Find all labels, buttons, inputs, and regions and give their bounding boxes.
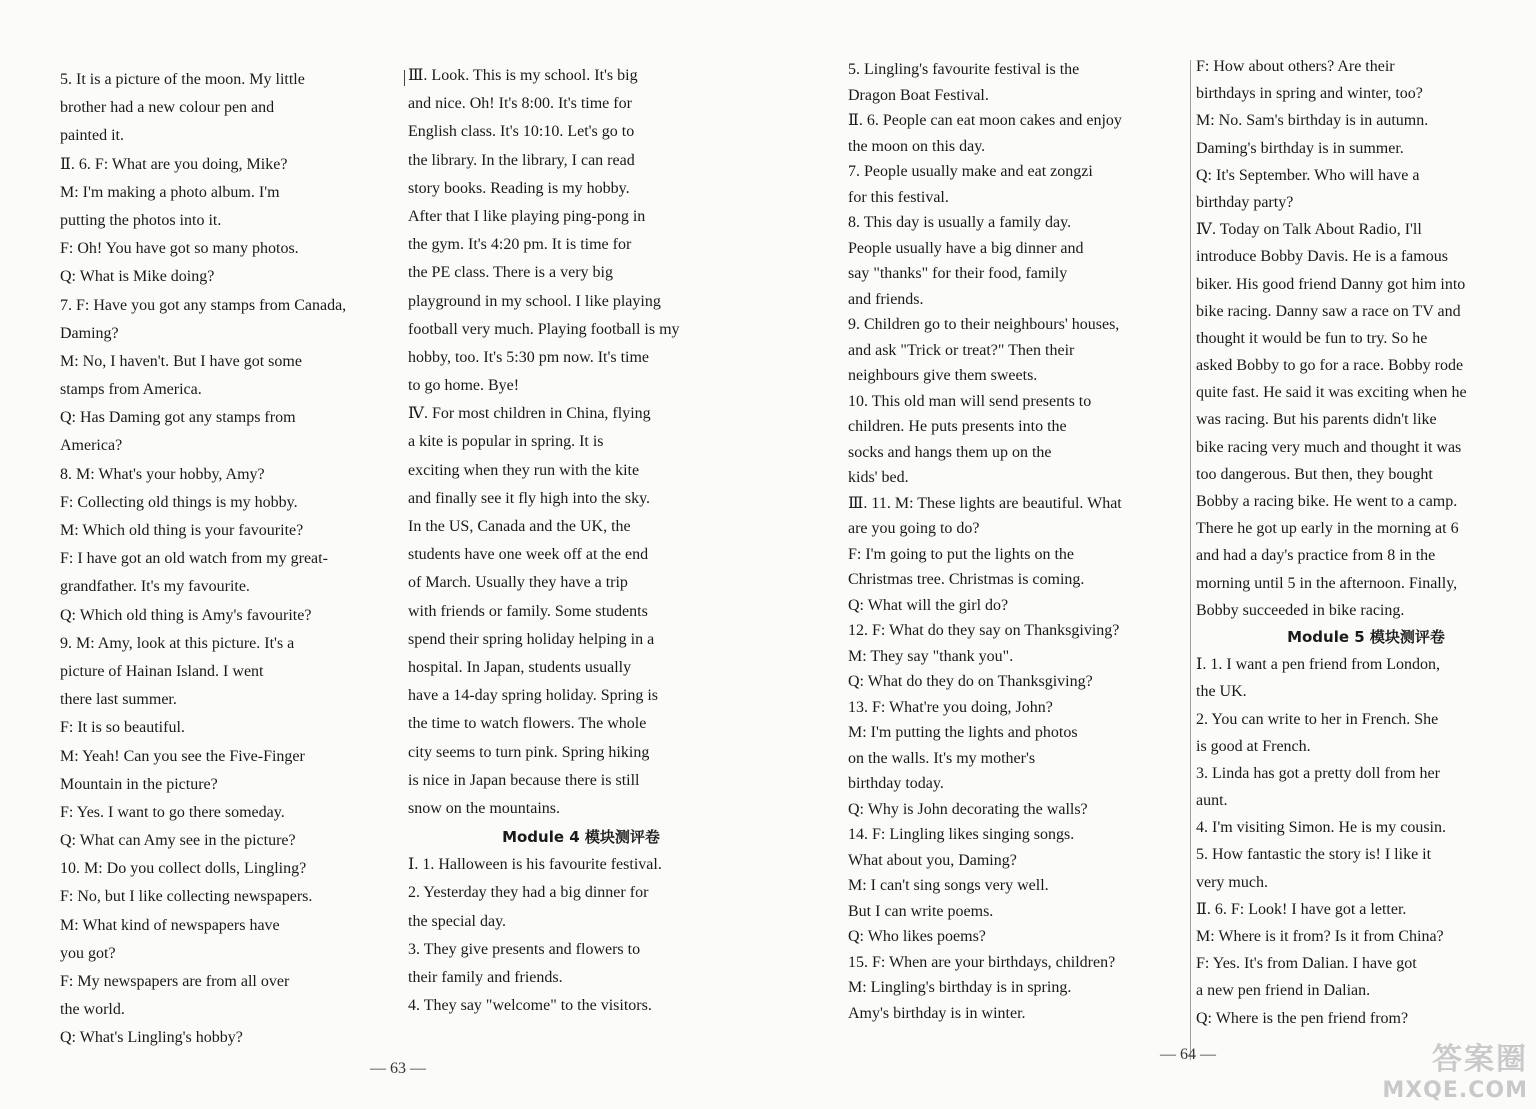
text-line: 2. Yesterday they had a big dinner for xyxy=(408,884,649,902)
text-line: M: No. Sam's birthday is in autumn. xyxy=(1196,112,1429,130)
text-line: Ⅱ. 6. People can eat moon cakes and enjoy xyxy=(848,112,1122,129)
text-line: English class. It's 10:10. Let's go to xyxy=(408,123,635,141)
text-line: Q: What do they do on Thanksgiving? xyxy=(848,673,1093,690)
text-line: grandfather. It's my favourite. xyxy=(60,578,250,596)
text-line: Ⅳ. Today on Talk About Radio, I'll xyxy=(1196,221,1422,239)
text-line: M: Lingling's birthday is in spring. xyxy=(848,979,1072,996)
text-line: Q: What will the girl do? xyxy=(848,596,1009,614)
column-divider xyxy=(404,70,405,86)
text-line: Ⅱ. 6. F: Look! I have got a letter. xyxy=(1196,900,1407,918)
text-line: with friends or family. Some students xyxy=(408,602,648,620)
text-line: 4. They say "welcome" to the visitors. xyxy=(408,997,652,1015)
text-line: hospital. In Japan, students usually xyxy=(408,658,632,676)
text-line: birthday party? xyxy=(1196,193,1294,211)
text-line: 5. How fantastic the story is! I like it xyxy=(1196,846,1432,864)
text-line: 9. Children go to their neighbours' houses, xyxy=(848,316,1120,333)
text-line: In the US, Canada and the UK, the xyxy=(408,518,631,535)
text-line: birthdays in spring and winter, too? xyxy=(1196,85,1423,103)
text-line: spend their spring holiday helping in a xyxy=(408,630,655,648)
text-line: 3. They give presents and flowers to xyxy=(408,940,641,958)
text-line: Q: Who likes poems? xyxy=(848,928,986,945)
text-line: is nice in Japan because there is still xyxy=(408,771,640,789)
text-line: the world. xyxy=(60,1001,125,1019)
text-line: Q: Has Daming got any stamps from xyxy=(60,409,296,427)
left-page-column-1 xyxy=(60,66,406,1053)
text-line: Amy's birthday is in winter. xyxy=(848,1004,1026,1022)
text-line: M: No, I haven't. But I have got some xyxy=(60,352,302,370)
text-line: very much. xyxy=(1196,873,1268,891)
text-line: story books. Reading is my hobby. xyxy=(408,179,630,197)
text-line: Ⅰ. 1. Halloween is his favourite festival. xyxy=(408,856,662,874)
text-line: There he got up early in the morning at 6 xyxy=(1196,520,1459,538)
text-line: What about you, Daming? xyxy=(848,851,1017,869)
text-line: M: They say "thank you". xyxy=(848,647,1014,665)
text-line: Q: What can Amy see in the picture? xyxy=(60,832,296,850)
text-line: the PE class. There is a very big xyxy=(408,264,613,282)
watermark-bottom-text: MXQE.COM xyxy=(1382,1078,1528,1103)
text-line: children. He puts presents into the xyxy=(848,418,1067,435)
text-line: exciting when they run with the kite xyxy=(408,461,640,479)
module-heading: Module 4 模块测评卷 xyxy=(502,828,660,847)
page-number-left: — 63 — xyxy=(370,1060,426,1077)
text-line: 7. F: Have you got any stamps from Canada, xyxy=(60,296,347,314)
text-line: playground in my school. I like playing xyxy=(408,292,661,310)
text-line: Bobby succeeded in bike racing. xyxy=(1196,601,1405,619)
text-line: aunt. xyxy=(1196,792,1228,810)
text-line: are you going to do? xyxy=(848,520,980,537)
text-line: was racing. But his parents didn't like xyxy=(1196,411,1437,429)
left-page-column-2 xyxy=(408,62,754,1020)
text-line: M: I'm putting the lights and photos xyxy=(848,724,1078,741)
text-line: too dangerous. But then, they bought xyxy=(1196,465,1433,483)
text-line: snow on the mountains. xyxy=(408,799,560,817)
text-line: bike racing very much and thought it was xyxy=(1196,438,1462,456)
text-line: of March. Usually they have a trip xyxy=(408,574,628,592)
text-line: socks and hangs them up on the xyxy=(848,443,1052,461)
text-line: say "thanks" for their food, family xyxy=(848,265,1068,282)
text-line: a kite is popular in spring. It is xyxy=(408,433,604,451)
text-line: painted it. xyxy=(60,127,124,145)
text-line: 8. This day is usually a family day. xyxy=(848,214,1072,231)
text-line: 8. M: What's your hobby, Amy? xyxy=(60,465,265,483)
text-line: Daming's birthday is in summer. xyxy=(1196,139,1404,157)
text-line: F: No, but I like collecting newspapers. xyxy=(60,888,313,906)
text-line: Ⅳ. For most children in China, flying xyxy=(408,405,651,423)
text-line: and nice. Oh! It's 8:00. It's time for xyxy=(408,95,632,113)
text-line: and ask "Trick or treat?" Then their xyxy=(848,341,1075,359)
text-line: 10. This old man will send presents to xyxy=(848,392,1092,410)
text-line: M: Which old thing is your favourite? xyxy=(60,522,304,539)
text-line: picture of Hainan Island. I went xyxy=(60,662,264,680)
text-line: introduce Bobby Davis. He is a famous xyxy=(1196,248,1448,266)
text-line: birthday today. xyxy=(848,775,944,792)
text-line: football very much. Playing football is my xyxy=(408,320,680,338)
text-line: America? xyxy=(60,437,123,455)
text-line: 2. You can write to her in French. She xyxy=(1196,710,1439,728)
text-line: People usually have a big dinner and xyxy=(848,239,1084,257)
text-line: 10. M: Do you collect dolls, Lingling? xyxy=(60,860,307,878)
text-line: F: I have got an old watch from my great- xyxy=(60,550,328,568)
text-line: and friends. xyxy=(848,290,924,308)
page-number-right: — 64 — xyxy=(1160,1046,1216,1063)
text-line: 5. It is a picture of the moon. My little xyxy=(60,71,305,88)
text-line: a new pen friend in Dalian. xyxy=(1196,982,1371,1000)
text-line: the time to watch flowers. The whole xyxy=(408,715,647,733)
text-line: M: I can't sing songs very well. xyxy=(848,877,1049,894)
text-line: the special day. xyxy=(408,912,507,930)
text-line: 3. Linda has got a pretty doll from her xyxy=(1196,764,1440,782)
text-line: hobby, too. It's 5:30 pm now. It's time xyxy=(408,348,650,366)
text-line: city seems to turn pink. Spring hiking xyxy=(408,743,650,761)
text-line: the gym. It's 4:20 pm. It is time for xyxy=(408,236,632,254)
text-line: have a 14-day spring holiday. Spring is xyxy=(408,687,659,705)
text-line: 5. Lingling's favourite festival is the xyxy=(848,61,1080,78)
text-line: Q: What is Mike doing? xyxy=(60,268,215,286)
text-line: quite fast. He said it was exciting when he xyxy=(1196,384,1467,402)
text-line: biker. His good friend Danny got him into xyxy=(1196,275,1466,293)
text-line: But I can write poems. xyxy=(848,902,994,920)
text-line: Bobby a racing bike. He went to a camp. xyxy=(1196,493,1458,510)
text-line: F: Yes. I want to go there someday. xyxy=(60,803,285,821)
text-line: on the walls. It's my mother's xyxy=(848,749,1036,767)
text-line: putting the photos into it. xyxy=(60,211,222,229)
text-line: Q: Which old thing is Amy's favourite? xyxy=(60,606,312,624)
text-line: 7. People usually make and eat zongzi xyxy=(848,163,1093,180)
text-line: for this festival. xyxy=(848,188,949,206)
text-line: 4. I'm visiting Simon. He is my cousin. xyxy=(1196,819,1446,837)
text-line: neighbours give them sweets. xyxy=(848,367,1038,384)
text-line: 13. F: What're you doing, John? xyxy=(848,698,1053,716)
text-line: Ⅲ. Look. This is my school. It's big xyxy=(408,67,638,84)
text-line: thought it would be fun to try. So he xyxy=(1196,329,1428,347)
watermark-top-text: 答案圈 xyxy=(1432,1042,1528,1077)
text-line: Q: It's September. Who will have a xyxy=(1196,166,1420,184)
text-line: Daming? xyxy=(60,324,119,342)
module-heading: Module 5 模块测评卷 xyxy=(1287,627,1445,646)
text-line: Ⅰ. 1. I want a pen friend from London, xyxy=(1196,656,1441,674)
text-line: After that I like playing ping-pong in xyxy=(408,207,646,225)
text-line: Ⅲ. 11. M: These lights are beautiful. What xyxy=(848,494,1122,512)
text-line: bike racing. Danny saw a race on TV and xyxy=(1196,302,1461,320)
text-line: 15. F: When are your birthdays, children? xyxy=(848,953,1116,971)
text-line: 9. M: Amy, look at this picture. It's a xyxy=(60,634,295,652)
text-line: students have one week off at the end xyxy=(408,546,649,564)
text-line: Ⅱ. 6. F: What are you doing, Mike? xyxy=(60,155,288,173)
text-line: M: Yeah! Can you see the Five-Finger xyxy=(60,747,305,765)
text-line: M: What kind of newspapers have xyxy=(60,916,280,934)
text-line: F: Oh! You have got so many photos. xyxy=(60,240,299,258)
text-line: the UK. xyxy=(1196,683,1247,701)
text-line: and finally see it fly high into the sky. xyxy=(408,489,651,507)
right-page-column-4 xyxy=(1196,53,1536,1032)
text-line: F: Collecting old things is my hobby. xyxy=(60,493,298,511)
text-line: Christmas tree. Christmas is coming. xyxy=(848,571,1085,588)
text-line: the moon on this day. xyxy=(848,137,986,155)
text-line: morning until 5 in the afternoon. Finally, xyxy=(1196,574,1458,592)
text-line: their family and friends. xyxy=(408,969,563,986)
watermark-logo xyxy=(1382,1034,1528,1103)
text-line: Dragon Boat Festival. xyxy=(848,86,989,104)
text-line: to go home. Bye! xyxy=(408,377,520,395)
text-line: M: Where is it from? Is it from China? xyxy=(1196,928,1444,945)
text-line: Q: Where is the pen friend from? xyxy=(1196,1009,1409,1027)
text-line: stamps from America. xyxy=(60,381,202,399)
text-line: Q: What's Lingling's hobby? xyxy=(60,1029,243,1047)
text-line: F: My newspapers are from all over xyxy=(60,973,290,990)
text-line: F: It is so beautiful. xyxy=(60,719,185,737)
text-line: kids' bed. xyxy=(848,469,909,486)
text-line: brother had a new colour pen and xyxy=(60,99,275,117)
text-line: F: I'm going to put the lights on the xyxy=(848,545,1074,563)
text-line: 14. F: Lingling likes singing songs. xyxy=(848,826,1075,843)
text-line: F: How about others? Are their xyxy=(1196,58,1395,75)
text-line: M: I'm making a photo album. I'm xyxy=(60,183,280,201)
text-line: and had a day's practice from 8 in the xyxy=(1196,547,1436,565)
right-page-column-3 xyxy=(848,57,1188,1026)
text-line: you got? xyxy=(60,944,116,962)
text-line: asked Bobby to go for a race. Bobby rode xyxy=(1196,357,1464,375)
text-line: there last summer. xyxy=(60,691,177,709)
text-line: Q: Why is John decorating the walls? xyxy=(848,800,1088,818)
text-line: is good at French. xyxy=(1196,737,1311,755)
text-line: the library. In the library, I can read xyxy=(408,151,635,169)
text-line: Mountain in the picture? xyxy=(60,775,218,793)
text-line: F: Yes. It's from Dalian. I have got xyxy=(1196,955,1417,973)
text-line: 12. F: What do they say on Thanksgiving? xyxy=(848,622,1120,639)
column-divider xyxy=(1190,60,1191,1060)
